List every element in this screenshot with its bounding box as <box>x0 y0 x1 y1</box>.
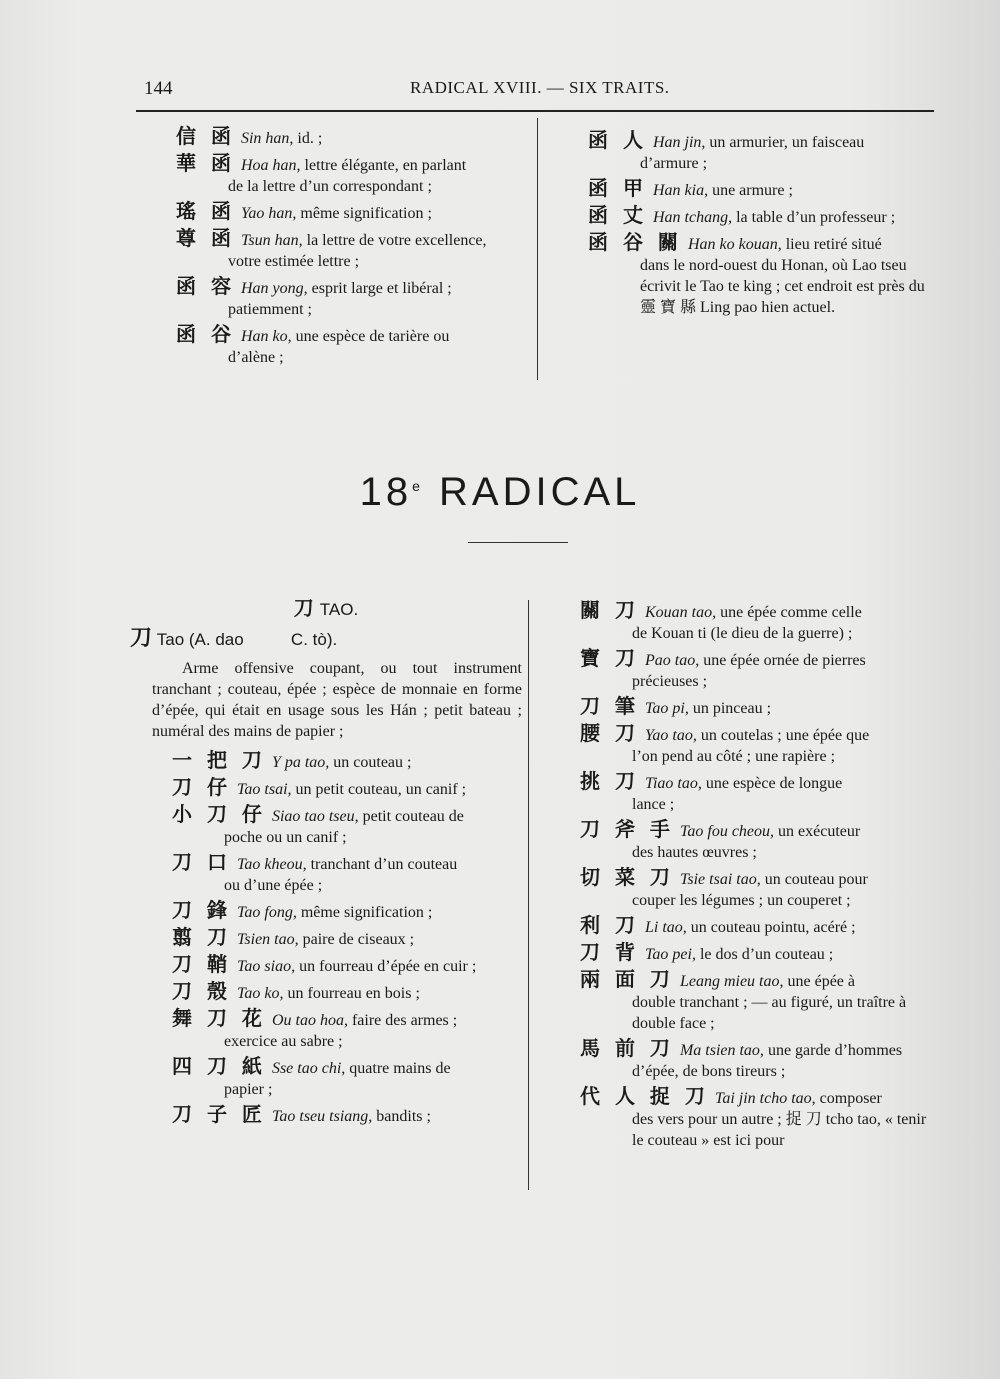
entry-romanization: Han kia, <box>652 182 709 199</box>
entry-characters: 刀 殼 <box>172 979 231 1003</box>
entry-romanization: Hoa han, <box>240 157 301 174</box>
entry-romanization: Tsie tsai tao, <box>679 871 761 888</box>
entry-romanization: Tao siao, <box>236 958 296 975</box>
entry-gloss-continued: double tranchant ; — au figuré, un traître à double face ; <box>632 994 907 1032</box>
dictionary-entry <box>588 130 936 174</box>
entry-romanization: Pao tao, <box>644 652 700 669</box>
entry-gloss: composer <box>819 1090 882 1107</box>
dictionary-entry <box>580 915 932 938</box>
dictionary-entry <box>588 178 936 201</box>
entry-gloss: quatre mains de <box>349 1060 451 1077</box>
entry-gloss-continued: d’épée, de bons tireurs ; <box>632 1063 786 1080</box>
entry-characters: 關 刀 <box>580 598 639 622</box>
entry-gloss-continued: précieuses ; <box>632 673 708 690</box>
entry-romanization: Tao fou cheou, <box>679 823 775 840</box>
dictionary-entry <box>580 942 932 965</box>
dictionary-entry <box>172 777 522 800</box>
entry-romanization: Yao tao, <box>644 727 697 744</box>
entry-gloss: même signification ; <box>300 205 432 222</box>
entry-gloss: bandits ; <box>376 1108 431 1125</box>
entry-gloss: un armurier, un faisceau <box>709 134 865 151</box>
entry-romanization: Sse tao chi, <box>271 1060 346 1077</box>
entry-characters: 刀 仔 <box>172 775 231 799</box>
entry-characters: 尊 函 <box>176 226 235 250</box>
entry-romanization: Tao fong, <box>236 904 297 921</box>
dictionary-entry <box>580 771 932 815</box>
entry-romanization: Ou tao hoa, <box>271 1012 348 1029</box>
entry-romanization: Tao tseu tsiang, <box>271 1108 373 1125</box>
entry-gloss-continued: exercice au sabre ; <box>224 1033 343 1050</box>
entry-romanization: Kouan tao, <box>644 604 717 621</box>
radical-glyph: 刀 <box>293 596 314 620</box>
dictionary-entry <box>172 750 522 773</box>
entry-romanization: Han jin, <box>652 134 706 151</box>
entry-gloss-continued: de Kouan ti (le dieu de la guerre) ; <box>632 625 853 642</box>
radical-sub-head <box>130 598 522 620</box>
page-header <box>140 76 930 102</box>
dictionary-entry <box>580 600 932 644</box>
header-rule <box>136 110 934 112</box>
entry-gloss: un couteau pointu, acéré ; <box>690 919 856 936</box>
entry-gloss: une garde d’hommes <box>767 1042 903 1059</box>
entry-romanization: Y pa tao, <box>271 754 330 771</box>
entry-characters: 刀 鋒 <box>172 898 231 922</box>
dictionary-entry <box>176 324 528 368</box>
entry-characters: 函 容 <box>176 274 235 298</box>
entry-characters: 切 菜 刀 <box>580 865 674 889</box>
entry-gloss: esprit large et libéral ; <box>311 280 452 297</box>
entry-gloss: paire de ciseaux ; <box>302 931 415 948</box>
entry-gloss: le dos d’un couteau ; <box>699 946 834 963</box>
entry-romanization: Tai jin tcho tao, <box>714 1090 816 1107</box>
entry-characters: 刀 背 <box>580 940 639 964</box>
entry-gloss-continued: couper les légumes ; un couperet ; <box>632 892 851 909</box>
dictionary-entry <box>588 205 936 228</box>
entry-gloss: un fourreau en bois ; <box>287 985 420 1002</box>
entry-gloss: même signification ; <box>300 904 433 921</box>
entry-romanization: Tao kheou, <box>236 856 307 873</box>
dictionary-entry <box>580 1086 932 1151</box>
entry-gloss: une espèce de tarière ou <box>295 328 450 345</box>
dictionary-entry <box>580 867 932 911</box>
entry-gloss-continued: patiemment ; <box>228 301 312 318</box>
entry-characters: 函 谷 關 <box>588 230 682 254</box>
entry-gloss-continued: de la lettre d’un correspondant ; <box>228 178 432 195</box>
entry-characters: 華 函 <box>176 151 235 175</box>
entry-characters: 函 丈 <box>588 203 647 227</box>
section-title-text: RADICAL <box>439 470 641 514</box>
entry-gloss: un coutelas ; une épée que <box>700 727 870 744</box>
dictionary-entry <box>172 954 522 977</box>
entry-gloss: une armure ; <box>712 182 793 199</box>
bottom-left-entries <box>130 750 522 1127</box>
page-number: 144 <box>144 78 173 99</box>
headword <box>130 628 522 650</box>
entry-characters: 四 刀 紙 <box>172 1054 266 1078</box>
entry-romanization: Yao han, <box>240 205 297 222</box>
dictionary-entry <box>176 228 528 272</box>
entry-gloss-continued: votre estimée lettre ; <box>228 253 360 270</box>
entry-characters: 兩 面 刀 <box>580 967 674 991</box>
entry-gloss-continued: d’armure ; <box>640 155 708 172</box>
dictionary-entry <box>172 1008 522 1052</box>
section-number-suffix: e <box>412 478 424 494</box>
entry-characters: 馬 前 刀 <box>580 1036 674 1060</box>
entry-gloss-continued: dans le nord-ouest du Honan, où Lao tseu écrivit le Tao te king ; cet endroit est près du 靈 寶 縣 Ling pao hien actuel. <box>640 257 925 316</box>
entry-gloss: un fourreau d’épée en cuir ; <box>299 958 477 975</box>
entry-romanization: Ma tsien tao, <box>679 1042 764 1059</box>
dictionary-entry <box>176 126 528 149</box>
dictionary-entry <box>172 1056 522 1100</box>
entry-gloss: faire des armes ; <box>351 1012 458 1029</box>
section-number: 18 <box>359 470 413 514</box>
dictionary-entry <box>172 1104 522 1127</box>
entry-gloss: une épée à <box>787 973 855 990</box>
entry-characters: 利 刀 <box>580 913 639 937</box>
entry-gloss-continued: des vers pour un autre ; 捉 刀 tcho tao, « tenir le couteau » est ici pour <box>632 1111 927 1149</box>
entry-gloss: la table d’un professeur ; <box>736 209 896 226</box>
entry-characters: 舞 刀 花 <box>172 1006 266 1030</box>
entry-gloss-continued: poche ou un canif ; <box>224 829 347 846</box>
dictionary-entry <box>580 696 932 719</box>
dictionary-entry <box>580 969 932 1034</box>
entry-gloss: une épée ornée de pierres <box>703 652 866 669</box>
dictionary-entry <box>172 852 522 896</box>
entry-gloss: lieu retiré situé <box>785 236 882 253</box>
entry-characters: 瑤 函 <box>176 199 235 223</box>
dictionary-entry <box>172 900 522 923</box>
entry-characters: 刀 筆 <box>580 694 639 718</box>
entry-gloss: un pinceau ; <box>692 700 772 717</box>
dictionary-entry <box>580 819 932 863</box>
entry-characters: 小 刀 仔 <box>172 802 266 826</box>
entry-romanization: Tsun han, <box>240 232 303 249</box>
entry-gloss-continued: lance ; <box>632 796 675 813</box>
dictionary-entry <box>588 232 936 318</box>
dictionary-entry <box>580 723 932 767</box>
entry-romanization: Tiao tao, <box>644 775 702 792</box>
entry-gloss: la lettre de votre excellence, <box>306 232 487 249</box>
dictionary-entry <box>172 804 522 848</box>
entry-gloss-continued: d’alène ; <box>228 349 284 366</box>
top-right-column <box>588 130 936 322</box>
entry-romanization: Siao tao tseu, <box>271 808 359 825</box>
entry-romanization: Tao ko, <box>236 985 284 1002</box>
entry-gloss: un couteau ; <box>333 754 412 771</box>
bottom-right-column <box>580 600 932 1155</box>
bottom-left-column <box>130 598 522 1131</box>
entry-characters: 函 谷 <box>176 322 235 346</box>
dictionary-entry <box>176 153 528 197</box>
entry-gloss-continued: des hautes œuvres ; <box>632 844 757 861</box>
entry-gloss: une espèce de longue <box>705 775 843 792</box>
entry-characters: 腰 刀 <box>580 721 639 745</box>
entry-gloss-continued: l’on pend au côté ; une rapière ; <box>632 748 836 765</box>
entry-characters: 代 人 捉 刀 <box>580 1084 709 1108</box>
entry-gloss: petit couteau de <box>362 808 464 825</box>
dictionary-entry <box>172 927 522 950</box>
entry-gloss-continued: ou d’une épée ; <box>224 877 323 894</box>
entry-romanization: Leang mieu tao, <box>679 973 784 990</box>
entry-romanization: Li tao, <box>644 919 687 936</box>
entry-characters: 函 甲 <box>588 176 647 200</box>
entry-characters: 函 人 <box>588 128 647 152</box>
radical-label: TAO. <box>319 600 359 619</box>
section-title <box>0 470 1000 515</box>
headword-glyph: 刀 <box>130 626 153 651</box>
entry-characters: 刀 子 匠 <box>172 1102 266 1126</box>
dictionary-entry <box>580 1038 932 1082</box>
top-left-column <box>176 126 528 372</box>
bottom-column-divider <box>528 600 529 1190</box>
title-rule <box>468 542 568 543</box>
dictionary-entry <box>580 648 932 692</box>
entry-characters: 寶 刀 <box>580 646 639 670</box>
entry-characters: 挑 刀 <box>580 769 639 793</box>
entry-characters: 刀 斧 手 <box>580 817 674 841</box>
entry-romanization: Han ko kouan, <box>687 236 782 253</box>
entry-romanization: Han ko, <box>240 328 292 345</box>
entry-gloss: id. ; <box>297 130 323 147</box>
entry-characters: 翦 刀 <box>172 925 231 949</box>
dictionary-entry <box>172 981 522 1004</box>
entry-characters: 信 函 <box>176 124 235 148</box>
entry-gloss: tranchant d’un couteau <box>310 856 458 873</box>
running-head: RADICAL XVIII. — SIX TRAITS. <box>410 78 670 97</box>
entry-gloss: un couteau pour <box>764 871 868 888</box>
entry-gloss-continued: papier ; <box>224 1081 273 1098</box>
dictionary-entry <box>176 276 528 320</box>
entry-romanization: Tsien tao, <box>236 931 299 948</box>
entry-romanization: Tao pei, <box>644 946 696 963</box>
entry-gloss: une épée comme celle <box>720 604 862 621</box>
top-column-divider <box>537 118 538 380</box>
entry-gloss: un exécuteur <box>778 823 861 840</box>
entry-characters: 刀 口 <box>172 850 231 874</box>
entry-romanization: Tao pi, <box>644 700 689 717</box>
entry-characters: 刀 鞘 <box>172 952 231 976</box>
entry-gloss: lettre élégante, en parlant <box>304 157 467 174</box>
entry-romanization: Tao tsai, <box>236 781 292 798</box>
headword-text: Tao (A. dao C. tò). <box>156 630 338 649</box>
entry-romanization: Han yong, <box>240 280 308 297</box>
dictionary-entry <box>176 201 528 224</box>
entry-romanization: Sin han, <box>240 130 294 147</box>
entry-romanization: Han tchang, <box>652 209 733 226</box>
definition: Arme offensive coupant, ou tout instrument tranchant ; couteau, épée ; espèce de monnaie en forme d’épée, qui était en usage sous les Hán ; petit bateau ; numéral des mains de papier ; <box>152 660 522 740</box>
entry-gloss: un petit couteau, un canif ; <box>295 781 467 798</box>
entry-characters: 一 把 刀 <box>172 748 266 772</box>
